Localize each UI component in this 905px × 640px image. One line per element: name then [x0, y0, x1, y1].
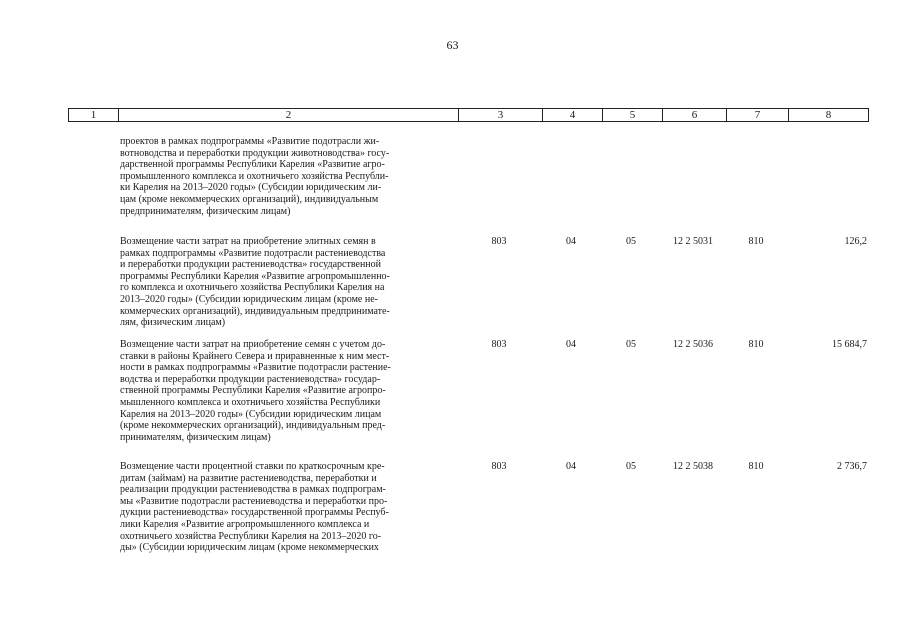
row-target-code: 12 2 5031 — [673, 236, 713, 247]
row-target-code: 12 2 5036 — [673, 339, 713, 350]
row-amount: 126,2 — [844, 236, 867, 247]
header-col-5: 5 — [602, 109, 662, 121]
row-target-code: 12 2 5038 — [673, 461, 713, 472]
row-expense-type: 810 — [748, 236, 764, 247]
header-col-1: 1 — [90, 109, 97, 121]
page-number: 63 — [446, 38, 459, 52]
row-ministry-code: 803 — [491, 236, 507, 247]
row-amount: 15 684,7 — [832, 339, 867, 350]
row-section-code: 04 — [566, 339, 576, 350]
header-col-6: 6 — [662, 109, 726, 121]
row-subsection-code: 05 — [626, 461, 636, 472]
row-expense-type: 810 — [748, 339, 764, 350]
table-header-row — [68, 108, 869, 122]
header-col-8: 8 — [788, 109, 868, 121]
budget-table — [68, 108, 869, 554]
row-description: проектов в рамках подпрограммы «Развитие подотрасли жи- вотноводства и переработки продукции животноводства» госу- дарственной программы Республики Карелия «Развитие агро- промышленного комплекса и охотничьего хозяйства Республи- ки Карелия на 2013–2020 годы» (Субсидии юридическим ли- цам (кроме некоммерческих организаций), индивидуальным предпринимателям, физическим лицам) — [120, 136, 390, 217]
row-expense-type: 810 — [748, 461, 764, 472]
row-ministry-code: 803 — [491, 461, 507, 472]
row-description: Возмещение части процентной ставки по краткосрочным кре- дитам (займам) на развитие растениеводства, переработки и реализации продукции растениеводства в рамках подпрограм- мы «Развитие подотрасли растениеводства и переработки про- дукции растениеводства» государственной программы Респуб- лики Карелия «Развитие агропромышленного комплекса и охотничьего хозяйства Республики Карелия на 2013–2020 го- ды» (Субсидии юридическим лицам (кроме некоммерческих — [120, 461, 389, 554]
row-section-code: 04 — [566, 461, 576, 472]
header-col-7: 7 — [726, 109, 788, 121]
header-col-4: 4 — [542, 109, 602, 121]
row-section-code: 04 — [566, 236, 576, 247]
row-amount: 2 736,7 — [837, 461, 867, 472]
row-description: Возмещение части затрат на приобретение элитных семян в рамках подпрограммы «Развитие подотрасли растениеводства и переработки продукции растениеводства» государственной программы Республики Карелия «Развитие агропромышленно- го комплекса и охотничьего хозяйства Республики Карелия на 2013–2020 годы» (Субсидии юридическим лицам (кроме не- коммерческих организаций), индивидуальным предпринимате- лям, физическим лицам) — [120, 236, 390, 329]
header-col-3: 3 — [458, 109, 542, 121]
row-subsection-code: 05 — [626, 339, 636, 350]
header-col-2: 2 — [118, 109, 458, 121]
row-description: Возмещение части затрат на приобретение семян с учетом до- ставки в районы Крайнего Севера и приравненные к ним мест- ности в рамках подпрограммы «Развитие подотрасли растение- водства и переработки продукции растениеводства» государ- ственной программы Республики Карелия «Развитие агропро- мышленного комплекса и охотничьего хозяйства Республики Карелия на 2013–2020 годы» (Субсидии юридическим лицам (кроме некоммерческих организаций), индивидуальным пред- принимателям, физическим лицам) — [120, 339, 391, 443]
row-ministry-code: 803 — [491, 339, 507, 350]
row-subsection-code: 05 — [626, 236, 636, 247]
